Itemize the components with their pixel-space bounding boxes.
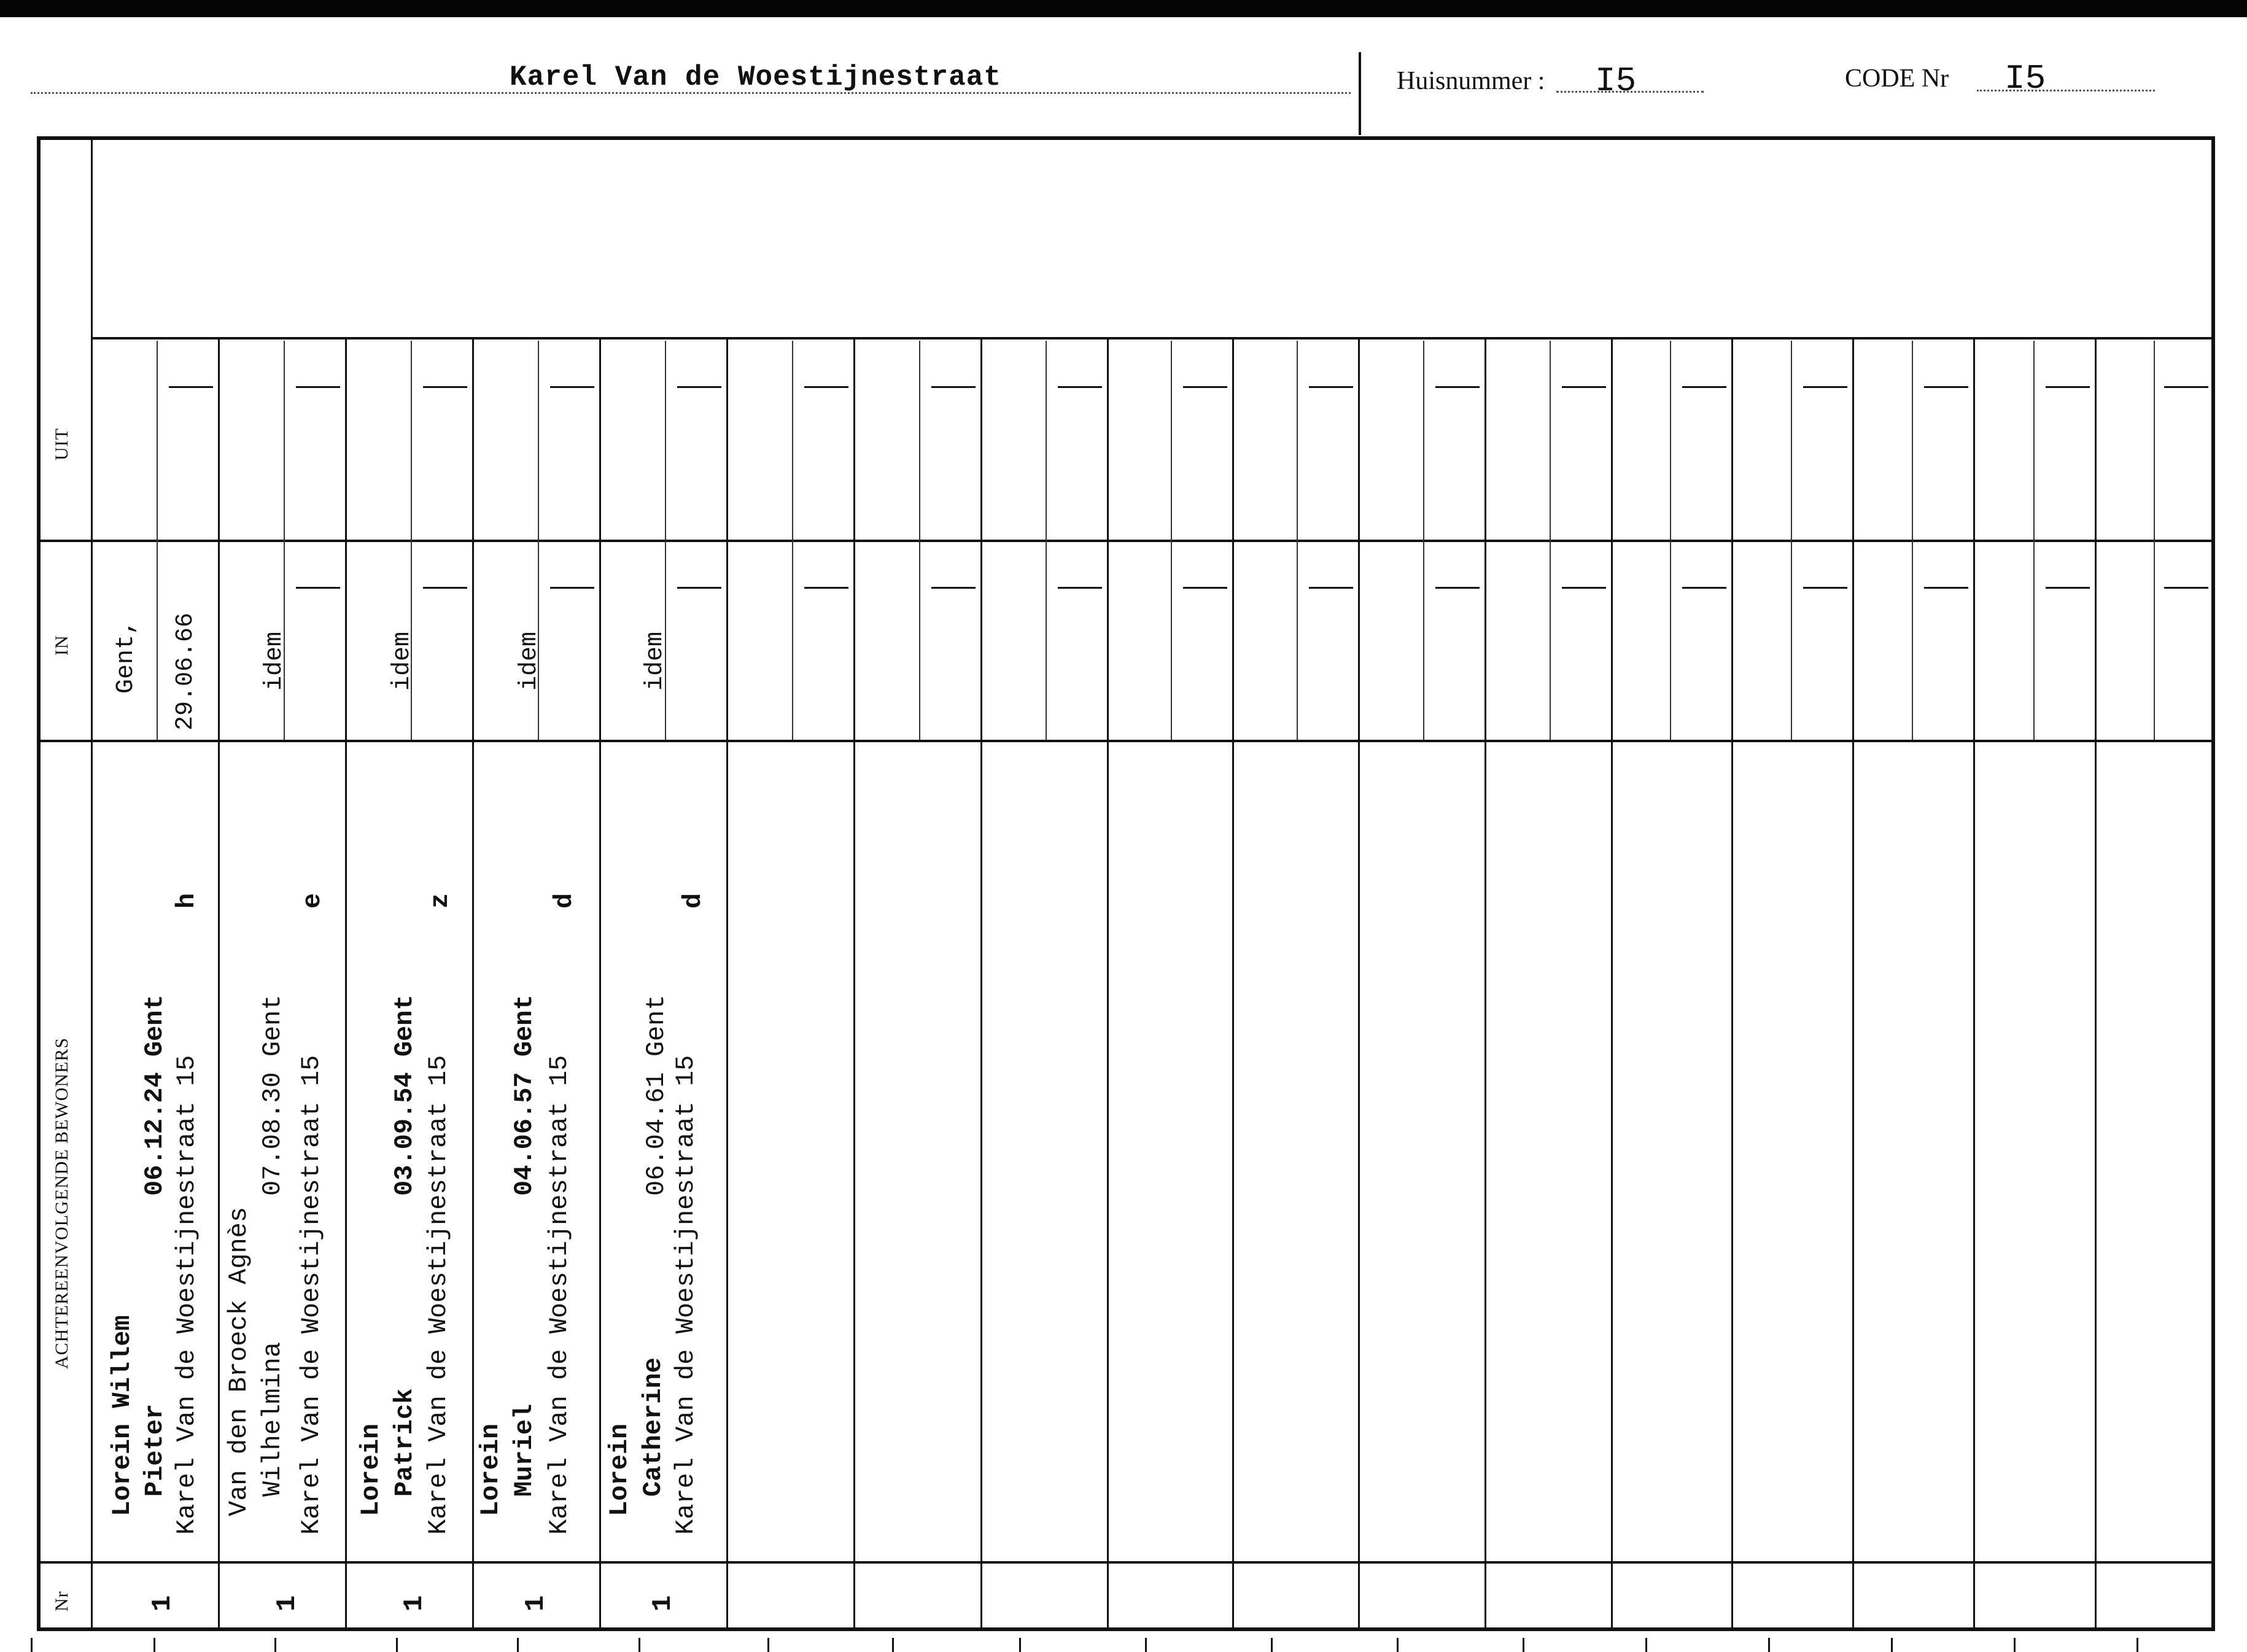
resident-2-code: e: [298, 893, 327, 909]
sub-column-divider: [1046, 341, 1047, 740]
column-divider: [1731, 337, 1733, 1631]
resident-5-in-place: idem: [642, 631, 669, 691]
resident-2-name: Van den Broeck Agnès: [224, 1206, 254, 1516]
empty-dash: [169, 386, 213, 388]
empty-dash: [931, 587, 976, 589]
sub-column-divider: [1423, 341, 1424, 740]
resident-3-code: z: [425, 893, 455, 909]
empty-dash: [1682, 386, 1726, 388]
empty-dash: [2046, 386, 2090, 388]
resident-1-nr: 1: [147, 1595, 178, 1611]
resident-4-nr: 1: [521, 1595, 551, 1611]
resident-1-name: Lorein Willem: [107, 1315, 137, 1516]
resident-2-birth: 07.08.30 Gent: [258, 995, 287, 1196]
resident-5-nr: 1: [648, 1595, 678, 1611]
street-name: Karel Van de Woestijnestraat: [510, 61, 1001, 93]
bottom-tick-marks: [0, 1638, 2247, 1652]
nr-label: Nr: [52, 1591, 72, 1611]
uit-top-line: [91, 337, 2215, 339]
empty-dash: [1058, 587, 1102, 589]
column-divider: [2095, 337, 2097, 1631]
resident-3-address: Karel Van de Woestijnestraat 15: [424, 1055, 453, 1535]
column-divider: [1973, 337, 1975, 1631]
column-divider: [1852, 337, 1854, 1631]
resident-2-firstname: Wilhelmina: [258, 1341, 287, 1497]
empty-dash: [1924, 587, 1968, 589]
empty-dash: [1309, 587, 1353, 589]
header-divider: [1359, 52, 1361, 135]
resident-5-firstname: Catherine: [638, 1357, 668, 1497]
resident-3-birth: 03.09.54 Gent: [390, 995, 419, 1196]
sub-column-divider: [157, 341, 158, 740]
empty-dash: [2046, 587, 2090, 589]
uit-label: UIT: [52, 428, 72, 460]
code-label: CODE Nr: [1845, 64, 1949, 93]
resident-1-address: Karel Van de Woestijnestraat 15: [172, 1055, 201, 1535]
resident-1-firstname: Pieter: [140, 1403, 169, 1497]
column-divider: [1358, 337, 1360, 1631]
resident-5-code: d: [678, 893, 708, 909]
empty-dash: [296, 587, 340, 589]
resident-4-birth: 04.06.57 Gent: [510, 995, 539, 1196]
resident-4-firstname: Muriel: [510, 1403, 539, 1497]
empty-dash: [1183, 587, 1227, 589]
register-table: [37, 136, 2215, 1631]
sub-column-divider: [1670, 341, 1671, 740]
column-divider: [218, 337, 220, 1631]
resident-5-address: Karel Van de Woestijnestraat 15: [671, 1055, 700, 1535]
resident-1-code: h: [172, 893, 201, 909]
column-divider: [726, 337, 728, 1631]
sub-column-divider: [2033, 341, 2035, 740]
resident-1-in-place: Gent,: [112, 619, 140, 694]
label-column-divider: [91, 136, 93, 1631]
resident-4-in-place: idem: [516, 631, 543, 691]
sub-column-divider: [792, 341, 793, 740]
empty-dash: [550, 587, 594, 589]
empty-dash: [1803, 386, 1847, 388]
empty-dash: [1435, 587, 1480, 589]
resident-3-name: Lorein: [356, 1423, 386, 1516]
code-dotted-line: [1977, 90, 2155, 91]
resident-3-nr: 1: [399, 1595, 430, 1611]
resident-1-birth: 06.12.24 Gent: [140, 995, 169, 1196]
house-number-label: Huisnummer :: [1397, 67, 1545, 95]
resident-2-nr: 1: [272, 1595, 303, 1611]
bewoners-label: ACHTEREENVOLGENDE BEWONERS: [52, 1037, 72, 1369]
empty-dash: [1682, 587, 1726, 589]
empty-dash: [1058, 386, 1102, 388]
empty-dash: [1562, 386, 1606, 388]
empty-dash: [677, 587, 721, 589]
empty-dash: [550, 386, 594, 388]
resident-2-in-place: idem: [261, 631, 289, 691]
column-divider: [1232, 337, 1234, 1631]
empty-dash: [1309, 386, 1353, 388]
column-divider: [1107, 337, 1109, 1631]
resident-2-address: Karel Van de Woestijnestraat 15: [297, 1055, 326, 1535]
column-divider: [472, 337, 474, 1631]
empty-dash: [2164, 587, 2208, 589]
column-divider: [1611, 337, 1613, 1631]
empty-dash: [1924, 386, 1968, 388]
sub-column-divider: [2154, 341, 2155, 740]
empty-dash: [804, 587, 848, 589]
sub-column-divider: [1912, 341, 1913, 740]
resident-3-firstname: Patrick: [390, 1388, 419, 1497]
resident-3-in-place: idem: [389, 631, 416, 691]
column-divider: [980, 337, 982, 1631]
sub-column-divider: [1550, 341, 1551, 740]
resident-1-in-date: 29.06.66: [172, 612, 200, 731]
empty-dash: [2164, 386, 2208, 388]
resident-4-name: Lorein: [476, 1423, 505, 1516]
resident-5-name: Lorein: [605, 1423, 634, 1516]
sub-column-divider: [1297, 341, 1298, 740]
empty-dash: [1183, 386, 1227, 388]
resident-5-birth: 06.04.61 Gent: [642, 995, 671, 1196]
code-number-value: I5: [2004, 59, 2046, 98]
column-divider: [853, 337, 855, 1631]
column-divider: [345, 337, 347, 1631]
resident-4-address: Karel Van de Woestijnestraat 15: [545, 1055, 574, 1535]
scan-top-border: [0, 0, 2247, 17]
in-top-line: [37, 540, 2215, 542]
sub-column-divider: [919, 341, 920, 740]
resident-4-code: d: [549, 893, 579, 909]
house-number-value: I5: [1595, 61, 1637, 101]
empty-dash: [296, 386, 340, 388]
empty-dash: [423, 386, 467, 388]
empty-dash: [1562, 587, 1606, 589]
column-divider: [599, 337, 601, 1631]
in-label: IN: [52, 635, 72, 656]
empty-dash: [931, 386, 976, 388]
empty-dash: [804, 386, 848, 388]
empty-dash: [1435, 386, 1480, 388]
bewoners-top-line: [37, 740, 2215, 742]
column-divider: [1484, 337, 1486, 1631]
empty-dash: [423, 587, 467, 589]
nr-top-line: [37, 1561, 2215, 1564]
empty-dash: [1803, 587, 1847, 589]
sub-column-divider: [1791, 341, 1792, 740]
sub-column-divider: [1171, 341, 1172, 740]
empty-dash: [677, 386, 721, 388]
